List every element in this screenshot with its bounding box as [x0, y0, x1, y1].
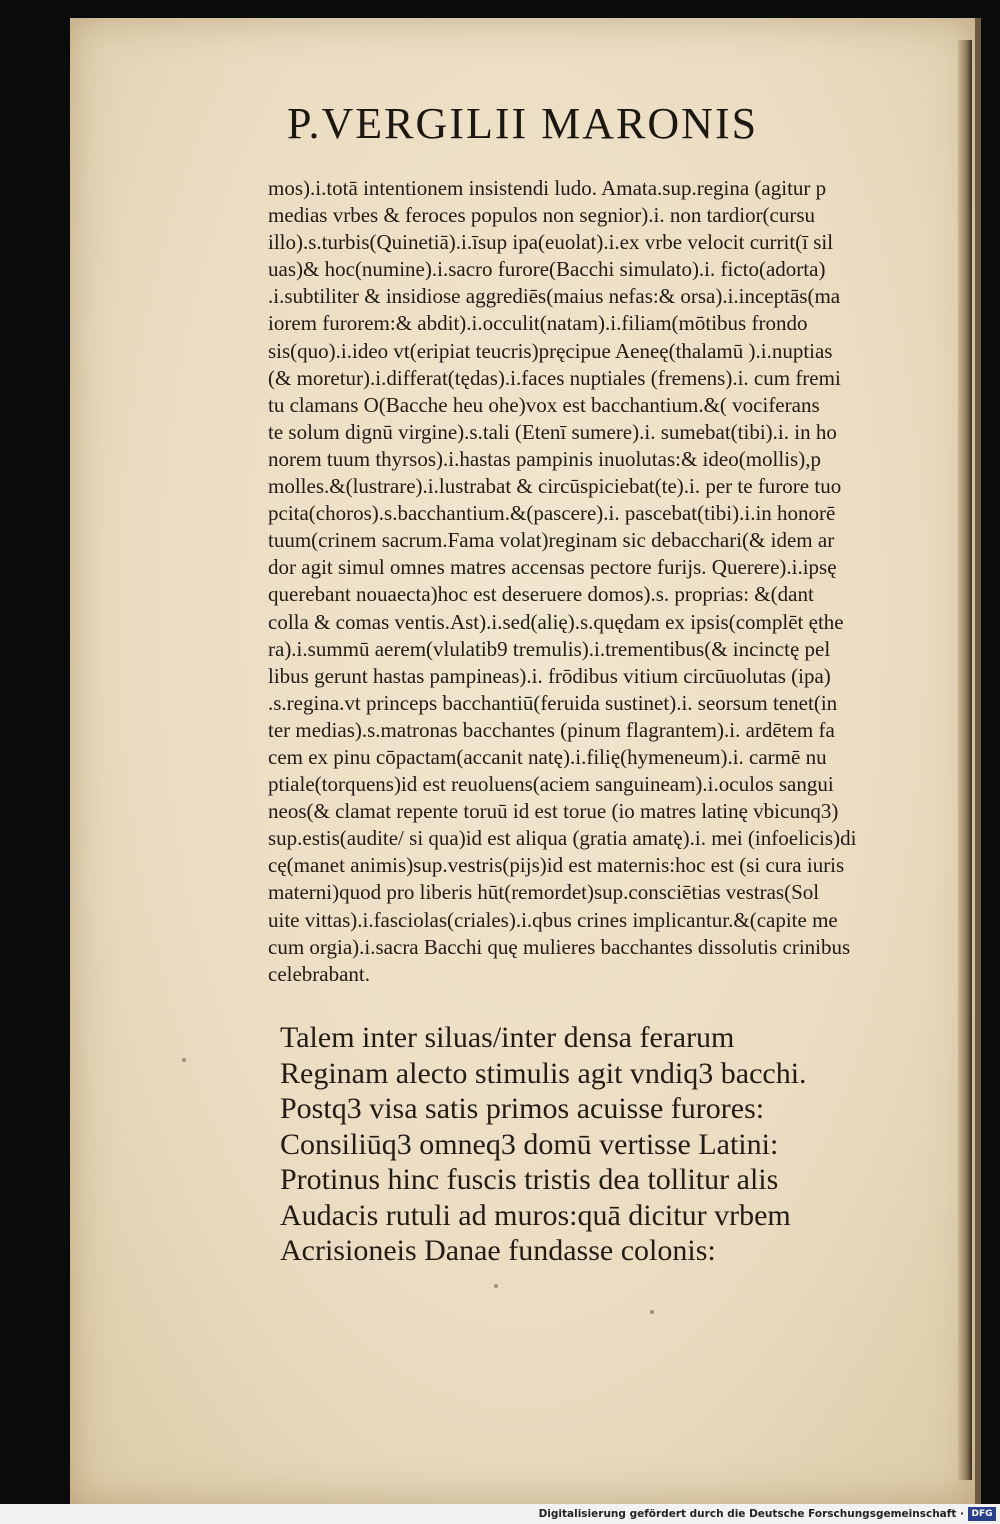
ink-speck: [182, 1058, 186, 1062]
verse-line: Acrisioneis Danae fundasse colonis:: [280, 1234, 716, 1267]
commentary-line: .i.subtiliter & insidiose aggrediēs(maius nefas:& orsa).i.inceptās(ma: [268, 284, 841, 309]
footer-bar: [0, 1504, 1000, 1524]
commentary-line: sup.estis(audite/ si qua)id est aliqua (gratia amatę).i. mei (infoelicis)di: [268, 826, 857, 851]
commentary-line: neos(& clamat repente toruū id est torue (io matres latinę vbicunq3): [268, 799, 839, 824]
verse-line: Talem inter siluas/inter densa ferarum: [280, 1021, 735, 1054]
verse-line: Consiliūq3 omneq3 domū vertisse Latini:: [280, 1127, 779, 1161]
commentary-line: uas)& hoc(numine).i.sacro furore(Bacchi simulato).i. ficto(adorta): [268, 257, 826, 282]
commentary-line: sis(quo).i.ideo vt(eripiat teucris)pręcipue Aeneę(thalamū ).i.nuptias: [268, 338, 833, 363]
ink-speck: [650, 1310, 654, 1314]
commentary-line: querebant nouaecta)hoc est deseruere domos).s. proprias: &(dant: [268, 582, 814, 607]
commentary-line: celebrabant.: [268, 961, 371, 986]
commentary-line: .s.regina.vt princeps bacchantiū(feruida sustinet).i. seorsum tenet(in: [268, 690, 838, 715]
running-header: P.VERGILII MARONIS: [286, 99, 759, 148]
commentary-line: ter medias).s.matronas bacchantes (pinum flagrantem).i. ardētem fa: [268, 717, 835, 742]
ink-speck: [494, 1284, 498, 1288]
commentary-line: molles.&(lustrare).i.lustrabat & circūspiciebat(te).i. per te furore tuo: [268, 474, 842, 499]
commentary-block: [268, 175, 1000, 988]
commentary-line: materni)quod pro liberis hūt(remordet)sup.consciētias vestras(Sol: [268, 880, 820, 905]
commentary-line: cem ex pinu cōpactam(accanit natę).i.filię(hymeneum).i. carmē nu: [268, 744, 827, 769]
commentary-line: tu clamans O(Bacche heu ohe)vox est bacchantium.&( vociferans: [268, 392, 820, 417]
scanned-page: [70, 18, 981, 1504]
commentary-line: cę(manet animis)sup.vestris(pijs)id est maternis:hoc est (si cura iuris: [268, 853, 845, 878]
commentary-line: dor agit simul omnes matres accensas pectore furijs. Querere).i.ipsę: [268, 555, 837, 580]
verse-line: Audacis rutuli ad muros:quā dicitur vrbem: [280, 1198, 791, 1232]
page-edge-shadow: [958, 40, 972, 1480]
commentary-line: iorem furorem:& abdit).i.occulit(natam).i.filiam(mōtibus frondo: [268, 311, 808, 336]
commentary-line: norem tuum thyrsos).i.hastas pampinis inuolutas:& ideo(mollis),p: [268, 446, 821, 471]
commentary-line: (& moretur).i.differat(tędas).i.faces nuptiales (fremens).i. cum fremi: [268, 365, 841, 390]
verse-line: Reginam alecto stimulis agit vndiq3 bacchi.: [280, 1056, 807, 1090]
commentary-line: te solum dignū virgine).s.tali (Etenī sumere).i. sumebat(tibi).i. in ho: [268, 419, 837, 444]
dfg-logo: DFG: [968, 1507, 996, 1521]
commentary-line: mos).i.totā intentionem insistendi ludo. Amata.sup.regina (agitur p: [268, 176, 827, 200]
commentary-line: ptiale(torquens)id est reuoluens(aciem sanguineam).i.oculos sangui: [268, 772, 834, 797]
commentary-line: cum orgia).i.sacra Bacchi quę mulieres bacchantes dissolutis crinibus: [268, 934, 851, 959]
commentary-line: illo).s.turbis(Quinetiā).i.īsup ipa(euolat).i.ex vrbe velocit currit(ī sil: [268, 230, 834, 255]
verse-line: Protinus hinc fuscis tristis dea tollitur alis: [280, 1163, 779, 1196]
commentary-line: medias vrbes & feroces populos non segnior).i. non tardior(cursu: [268, 203, 816, 228]
footer-credit: Digitalisierung gefördert durch die Deutsche Forschungsgemeinschaft ·: [538, 1508, 964, 1520]
verse-block: [280, 1020, 980, 1269]
commentary-line: tuum(crinem sacrum.Fama volat)reginam sic debacchari(& idem ar: [268, 528, 835, 553]
verse-line: Postq3 visa satis primos acuisse furores:: [280, 1092, 765, 1125]
commentary-line: uite vittas).i.fasciolas(criales).i.qbus crines implicantur.&(capite me: [268, 907, 838, 932]
commentary-line: libus gerunt hastas pampineas).i. frōdibus vitium circūuolutas (ipa): [268, 663, 831, 688]
commentary-line: colla & comas ventis.Ast).i.sed(alię).s.quędam ex ipsis(complēt ęthe: [268, 609, 844, 634]
commentary-line: ra).i.summū aerem(vlulatib9 tremulis).i.trementibus(& incinctę pel: [268, 636, 831, 661]
commentary-line: pcita(choros).s.bacchantium.&(pascere).i. pascebat(tibi).i.in honorē: [268, 501, 836, 526]
